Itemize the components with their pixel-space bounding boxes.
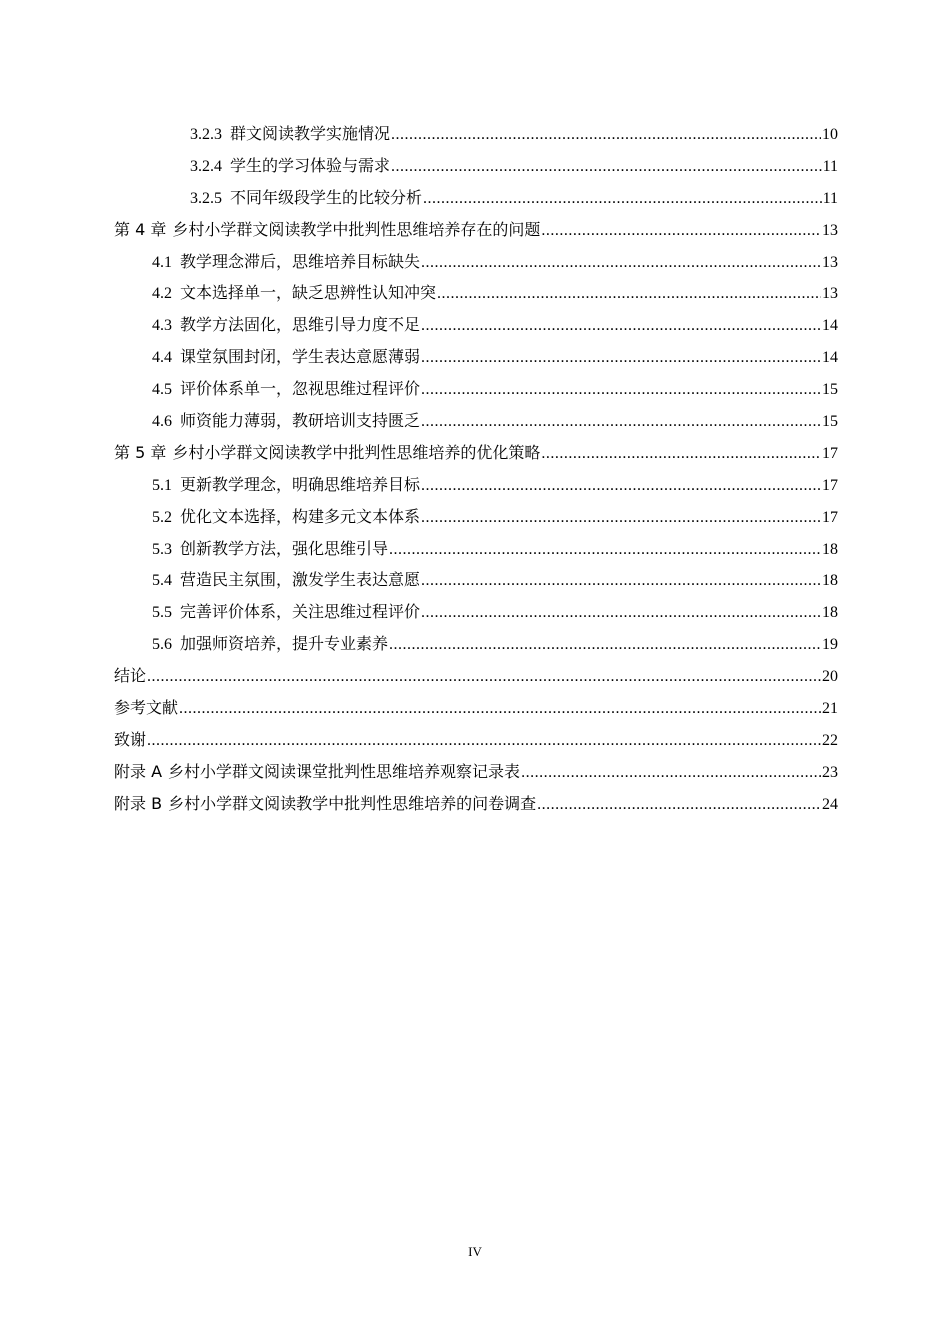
toc-entry-number: 5.3 (152, 540, 172, 558)
toc-entry-page: 15 (822, 413, 838, 431)
toc-entry-title: 优化文本选择，构建多元文本体系 (180, 506, 421, 526)
toc-entry-page: 21 (822, 700, 838, 718)
toc-entry-page: 13 (822, 253, 838, 271)
toc-entry-page: 20 (822, 668, 838, 686)
toc-entry-title: 完善评价体系，关注思维过程评价 (180, 602, 421, 622)
toc-entry-title: 参考文献 (114, 698, 179, 718)
toc-dot-leader (423, 183, 822, 215)
toc-dot-leader (541, 438, 821, 470)
toc-entry-number: 第 4 章 (114, 219, 167, 239)
toc-entry-number: 3.2.4 (190, 157, 222, 175)
toc-dot-leader (389, 629, 821, 661)
toc-entry-page: 14 (822, 349, 838, 367)
toc-entry-title: 乡村小学群文阅读教学中批判性思维培养的优化策略 (172, 442, 541, 462)
toc-entry-page: 18 (822, 604, 838, 622)
toc-entry[interactable] (114, 724, 838, 756)
toc-entry-number: 4.5 (152, 381, 172, 399)
toc-entry-page: 24 (822, 795, 838, 813)
toc-dot-leader (437, 278, 821, 310)
toc-entry[interactable] (114, 309, 838, 341)
toc-entry-title: 营造民主氛围，激发学生表达意愿 (180, 570, 421, 590)
toc-entry-title: 乡村小学群文阅读教学中批判性思维培养存在的问题 (172, 219, 541, 239)
toc-entry-page: 19 (822, 636, 838, 654)
toc-dot-leader (147, 725, 821, 757)
toc-entry-title: 乡村小学群文阅读课堂批判性思维培养观察记录表 (168, 761, 521, 781)
toc-entry-number: 5.2 (152, 508, 172, 526)
toc-entry[interactable] (114, 150, 838, 182)
toc-entry[interactable] (114, 182, 838, 214)
toc-entry-title: 教学理念滞后，思维培养目标缺失 (180, 251, 421, 271)
toc-entry-title: 课堂氛围封闭，学生表达意愿薄弱 (180, 347, 421, 367)
toc-entry-page: 10 (822, 126, 838, 143)
toc-entry-title: 评价体系单一，忽视思维过程评价 (180, 379, 421, 399)
toc-dot-leader (391, 119, 821, 151)
toc-entry[interactable] (114, 469, 838, 501)
toc-entry-page: 23 (822, 763, 838, 781)
toc-entry-page: 13 (822, 221, 838, 239)
toc-entry-number: 5.1 (152, 476, 172, 494)
toc-dot-leader (421, 406, 821, 438)
toc-dot-leader (541, 215, 821, 247)
toc-entry-page: 15 (822, 381, 838, 399)
toc-entry[interactable] (114, 692, 838, 724)
toc-entry-title: 学生的学习体验与需求 (230, 155, 391, 175)
toc-entry[interactable] (114, 246, 838, 278)
toc-dot-leader (421, 597, 821, 629)
toc-entry-page: 14 (822, 317, 838, 335)
toc-entry-title: 教学方法固化，思维引导力度不足 (180, 315, 421, 335)
toc-dot-leader (421, 310, 821, 342)
toc-entry-page: 11 (822, 157, 838, 175)
toc-entry-title: 加强师资培养，提升专业素养 (180, 634, 389, 654)
toc-dot-leader (389, 534, 821, 566)
toc-entry-number: 4.4 (152, 349, 172, 367)
toc-entry[interactable] (114, 788, 838, 820)
toc-entry[interactable] (114, 660, 838, 692)
toc-entry-number: 4.3 (152, 317, 172, 335)
toc-entry-number: 5.4 (152, 572, 172, 590)
toc-entry[interactable] (114, 437, 838, 469)
toc-dot-leader (421, 247, 821, 279)
toc-entry-page: 18 (822, 540, 838, 558)
toc-entry-number: 附录 B (114, 793, 163, 813)
toc-entry-number: 4.1 (152, 253, 172, 271)
toc-entry[interactable] (114, 596, 838, 628)
toc-entry-number: 4.2 (152, 285, 172, 303)
toc-dot-leader (421, 342, 821, 374)
toc-dot-leader (421, 374, 821, 406)
toc-dot-leader (521, 757, 821, 789)
toc-entry-title: 文本选择单一，缺乏思辨性认知冲突 (180, 283, 437, 303)
toc-entry-page: 17 (822, 508, 838, 526)
toc-dot-leader (537, 789, 821, 821)
toc-entry-title: 更新教学理念，明确思维培养目标 (180, 474, 421, 494)
toc-dot-leader (179, 693, 821, 725)
toc-entry-page: 13 (822, 285, 838, 303)
toc-dot-leader (147, 661, 821, 693)
toc-entry-title: 结论 (114, 666, 147, 686)
toc-dot-leader (391, 151, 822, 183)
toc-entry-number: 4.6 (152, 413, 172, 431)
toc-entry-page: 17 (822, 476, 838, 494)
toc-entry-title: 不同年级段学生的比较分析 (230, 187, 423, 207)
toc-entry-page: 18 (822, 572, 838, 590)
toc-entry[interactable] (114, 341, 838, 373)
toc-entry-title: 致谢 (114, 729, 147, 749)
toc-dot-leader (421, 502, 821, 534)
toc-dot-leader (421, 470, 821, 502)
toc-entry-page: 17 (822, 444, 838, 462)
toc-entry-page: 22 (822, 731, 838, 749)
toc-entry[interactable] (114, 277, 838, 309)
toc-dot-leader (421, 565, 821, 597)
toc-entry-number: 5.5 (152, 604, 172, 622)
toc-entry-number: 3.2.5 (190, 189, 222, 207)
table-of-contents (114, 118, 838, 820)
toc-entry[interactable] (114, 628, 838, 660)
toc-entry-title: 群文阅读教学实施情况 (230, 124, 391, 143)
toc-entry[interactable] (114, 501, 838, 533)
toc-entry-number: 5.6 (152, 636, 172, 654)
toc-entry[interactable] (114, 373, 838, 405)
toc-entry-page: 11 (822, 189, 838, 207)
toc-entry-title: 创新教学方法，强化思维引导 (180, 538, 389, 558)
toc-entry[interactable] (114, 405, 838, 437)
toc-entry-number: 附录 A (114, 761, 163, 781)
toc-entry[interactable] (114, 214, 838, 246)
toc-entry[interactable] (114, 118, 838, 150)
toc-entry[interactable] (114, 756, 838, 788)
toc-entry[interactable] (114, 533, 838, 565)
page-number: IV (468, 1244, 482, 1259)
toc-entry-title: 师资能力薄弱，教研培训支持匮乏 (180, 411, 421, 431)
toc-entry-number: 第 5 章 (114, 442, 167, 462)
toc-entry-title: 乡村小学群文阅读教学中批判性思维培养的问卷调查 (168, 793, 537, 813)
toc-entry-number: 3.2.3 (190, 126, 222, 143)
toc-entry[interactable] (114, 564, 838, 596)
